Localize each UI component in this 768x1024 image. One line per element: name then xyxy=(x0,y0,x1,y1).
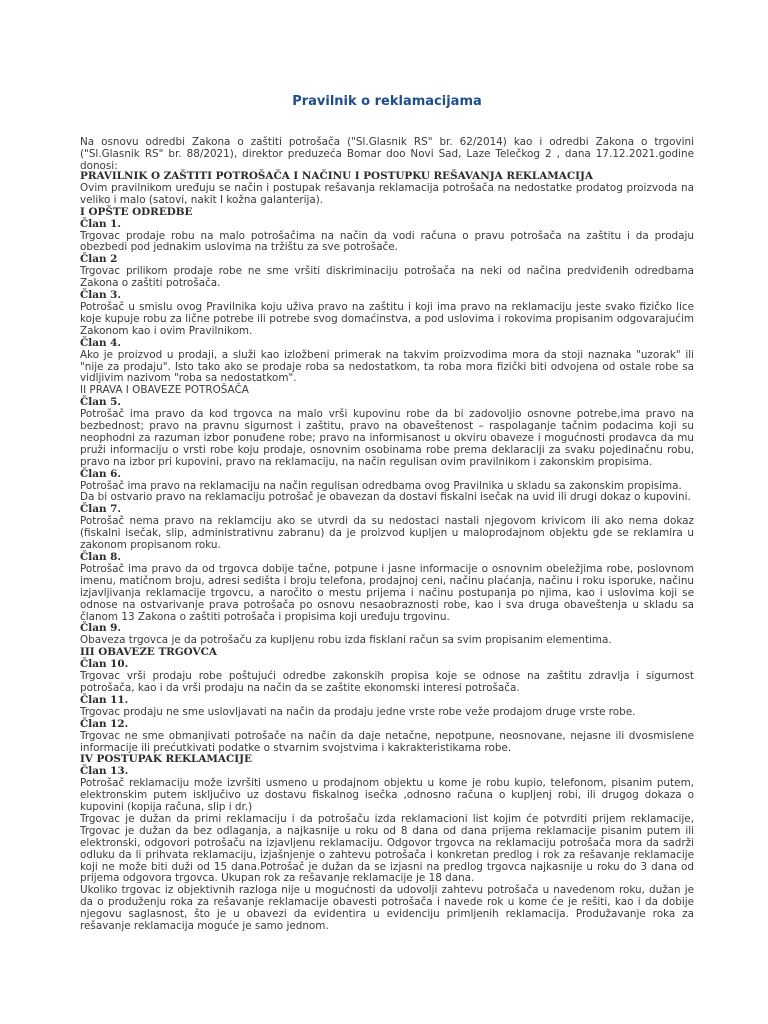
section-heading: Član 6. xyxy=(80,467,121,480)
body-paragraph: Trgovac prodaju ne sme uslovljavati na način da prodaju jedne vrste robe veže prodajom druge vrste robe. xyxy=(80,705,636,718)
section-heading: Član 4. xyxy=(80,336,121,349)
page-title: Pravilnik o reklamacijama xyxy=(292,94,482,109)
section-heading: Član 1. xyxy=(80,217,121,230)
section-heading: Član 9. xyxy=(80,622,121,635)
section-heading: III OBAVEZE TRGOVCA xyxy=(80,646,217,659)
body-paragraph: Trgovac prilikom prodaje robe ne sme vršiti diskriminaciju potrošača na neki od načina predviđenih odredbama Zakona o zaštiti potrošača. xyxy=(80,265,694,290)
body-paragraph: Ako je proizvod u prodaji, a služi kao izložbeni primerak na takvim proizvodima mora da stoji naznaka "uzorak" ili "nije za prodaju". Isto tako ako se prodaje roba sa nedostatkom, ta roba mora fizički biti odvojena od ostale robe sa vidljivim nazivom "roba sa nedostatkom". xyxy=(80,348,694,385)
section-heading: Član 2 xyxy=(80,253,118,266)
body-paragraph: II PRAVA I OBAVEZE POTROŠAČA xyxy=(80,384,249,397)
section-heading: Član 5. xyxy=(80,396,121,409)
body-paragraph: Trgovac prodaje robu na malo potrošačima na način da vodi računa o pravu potrošača na zaštitu i da prodaju obezbedi pod jednakim uslovima na tržištu za sve potrošače. xyxy=(80,229,694,254)
section-heading: Član 10. xyxy=(80,658,129,671)
body-paragraph: Trgovac ne sme obmanjivati potrošače na način da daje netačne, nepotpune, neosnovane, nejasne ili dvosmislene informacije ili prećutkivati podatke o stvarnim svojstvima i kakrakteristikama robe. xyxy=(80,729,694,754)
body-paragraph: Da bi ostvario pravo na reklamaciju potrošač je obavezan da dostavi fiskalni isečak na uvid ili drugi dokaz o kupovini. xyxy=(80,491,691,504)
body-paragraph: Potrošač u smislu ovog Pravilnika koju uživa pravo na zaštitu i koji ima pravo na reklamaciju jeste svako fizičko lice koje kupuje robu za lične potrebe ili potrebe svog domaćinstva, a pod uslovima i rokovima propisanim odgovarajućim Zakonom kao i ovim Pravilnikom. xyxy=(80,300,694,337)
body-paragraph: Ovim pravilnikom uređuju se način i postupak rešavanja reklamacija potrošača na nedostatke prodatog proizvoda na veliko i malo (satovi, nakit I kožna galanterija). xyxy=(80,181,694,206)
body-paragraph: Ukoliko trgovac iz objektivnih razloga nije u mogućnosti da udovolji zahtevu potrošača u navedenom roku, dužan je da o produženju roka za rešavanje reklamacije obavesti potrošača i navede rok u kome će je rešiti, kao i da dobije njegovu saglasnost, što je u obavezi da evidentira u evidenciju primljenih reklamacija. Produžavanje roka za rešavanje reklamacija moguće je samo jednom. xyxy=(80,884,694,933)
intro-paragraph: Na osnovu odredbi Zakona o zaštiti potrošača ("Sl.Glasnik RS" br. 62/2014) kao i odredbi Zakona o trgovini ("Sl.Glasnik RS" br. 88/2021), direktor preduzeća Bomar doo Novi Sad, Laze Telečkog 2 , dana 17.12.2021.godine donosi: xyxy=(80,136,694,172)
section-heading: PRAVILNIK O ZAŠTITI POTROŠAČA I NAČINU I POSTUPKU REŠAVANJA REKLAMACIJA xyxy=(80,170,593,182)
body-paragraph: Trgovac vrši prodaju robe poštujući odredbe zakonskih propisa koje se odnose na zaštitu zdravlja i sigurnost potrošača, kao i da vrši prodaju na način da se zaštite ekonomski interesi potrošača. xyxy=(80,670,694,694)
section-heading: I OPŠTE ODREDBE xyxy=(80,205,193,218)
body-paragraph: Trgovac je dužan da primi reklamaciju i da potrošaču izda reklamacioni list kojim će potvrditi prijem reklamacije, Trgovac je dužan da bez odlaganja, a najkasnije u roku od 8 dana od dana prijema reklamacije pisanim putem ili elektronski, odgovori potrošaču na izjavljenu reklamaciju. Odgovor trgovca na reklamaciju potrošača mora da sadrži odluku da li prihvata reklamaciju, izjašnjenje o zahtevu potrošača i konkretan predlog i rok za rešavanje reklamacije koji ne može biti duži od 15 dana.Potrošač je dužan da se izjasni na predlog trgovca najkasnije u roku do 3 dana od prijema odgovora trgovca. Ukupan rok za rešavanje reklamacije je 18 dana. xyxy=(80,812,694,885)
body-paragraph: Obaveza trgovca je da potrošaču za kupljenu robu izda fisklani račun sa svim propisanim elementima. xyxy=(80,634,612,647)
document-body xyxy=(80,171,694,933)
section-heading: Član 12. xyxy=(80,717,129,730)
body-paragraph: Potrošač ima pravo da kod trgovca na malo vrši kupovinu robe da bi zadovoljio osnovne potrebe,ima pravo na bezbednost; pravo na pravnu sigurnost i zaštitu, pravo na obaveštenost – raspolaganje tačnim podacima koji su neophodni za razuman izbor ponuđene robe; pravo na informisanost u okviru obaveze i mogućnosti prodavca da mu pruži informaciju o vrsti robe koju prodaje, osnovnim osobinama robe prema deklaraciji za svaku pojedinačnu robu, pravo na izbor pri kupovini, pravo na reklamaciju, na način regulisan ovim pravilnikom i zakonskim propisima. xyxy=(80,408,694,468)
body-paragraph: Potrošač ima pravo na reklamaciju na način regulisan odredbama ovog Pravilnika u skladu sa zakonskim propisima. xyxy=(80,479,682,492)
body-paragraph: Potrošač nema pravo na reklamciju ako se utvrdi da su nedostaci nastali njegovom krivicom ili ako nema dokaz (fiskalni isečak, slip, administrativnu zabranu) da je proizvod kupljen u maloprodajnom objektu gde se reklamira u zakonom propisanom roku. xyxy=(80,515,694,552)
section-heading: Član 8. xyxy=(80,551,121,563)
body-paragraph: Potrošač ima pravo da od trgovca dobije tačne, potpune i jasne informacije o osnovnim obeležjima robe, poslovnom imenu, matičnom broju, adresi sedišta i broju telefona, prodajnoj ceni, načinu plaćanja, načinu i roku isporuke, načinu izjavljivanja reklamacije trgovcu, a naročito o mestu prijema i načinu postupanja po njima, kao i uslovima koji se odnose na ostvarivanje prava potrošača po osnovu nesaobraznosti robe, kao i sva druga obaveštenja u skladu sa članom 13 Zakona o zaštiti potrošača i propisima koji uređuju trgovinu. xyxy=(80,562,694,623)
section-heading: Član 7. xyxy=(80,503,121,516)
body-paragraph: Potrošač reklamaciju može izvršiti usmeno u prodajnom objektu u kome je robu kupio, telefonom, pisanim putem, elektronskim putem isključivo uz dostavu fiskalnog isečka ,odnosno računa o kupljenj robi, ili drugog dokaza o kupovini (kopija računa, slip i dr.) xyxy=(80,777,694,814)
section-heading: IV POSTUPAK REKLAMACIJE xyxy=(80,753,252,766)
section-heading: Član 13. xyxy=(80,765,129,778)
section-heading: Član 11. xyxy=(80,693,129,706)
section-heading: Član 3. xyxy=(80,289,121,302)
